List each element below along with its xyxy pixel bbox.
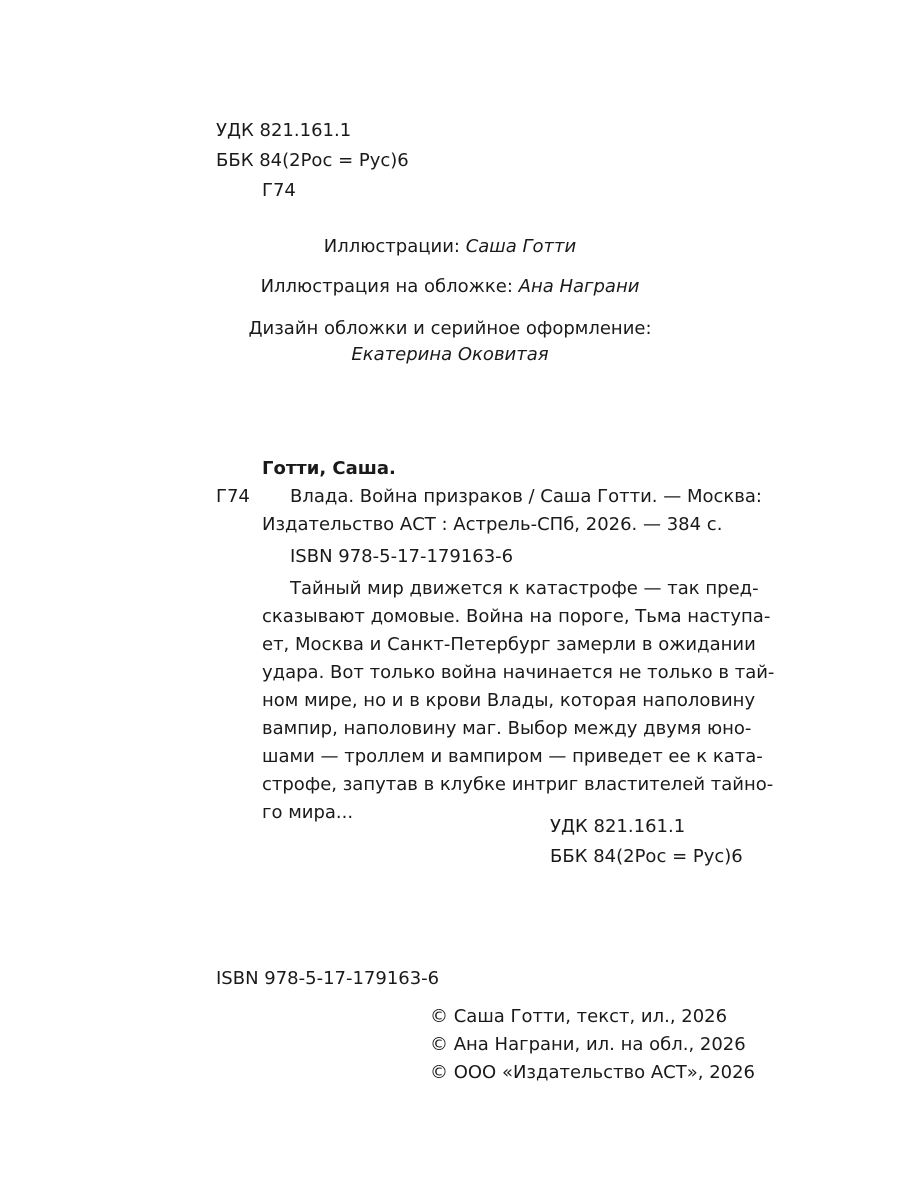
annotation-line: го мира... [262,802,354,823]
credit-cover-label: Иллюстрация на обложке: [260,276,519,297]
annotation-line: ет, Москва и Санкт-Петербург замерли в ожидании [262,634,756,655]
credit-design-name: Екатерина Оковитая [351,344,549,365]
annotation-line: строфе, запутав в клубке интриг властителей тайно- [262,774,774,795]
annotation-line: Тайный мир движется к катастрофе — так пред- [290,578,759,599]
copyright-line: © Ана Награни, ил. на обл., 2026 [430,1034,746,1055]
udk-top: УДК 821.161.1 [216,120,352,141]
author-mark-top: Г74 [262,180,296,201]
annotation-line: ном мире, но и в крови Влады, которая наполовину [262,690,756,711]
copyright-line: © Саша Готти, текст, ил., 2026 [430,1006,728,1027]
credit-illustrations-label: Иллюстрации: [323,236,466,257]
annotation-line: сказывают домовые. Война на пороге, Тьма наступа- [262,606,771,627]
title-line-2: Издательство АСТ : Астрель-СПб, 2026. — 384 с. [262,514,723,535]
annotation-line: вампир, наполовину маг. Выбор между двумя юно- [262,718,752,739]
bbk-top: ББК 84(2Рос = Рус)6 [216,150,409,171]
udk-bottom: УДК 821.161.1 [550,816,686,837]
annotation-line: шами — троллем и вампиром — приведет ее к ката- [262,746,763,767]
annotation-line: удара. Вот только война начинается не только в тай- [262,662,775,683]
title-line-1: Влада. Война призраков / Саша Готти. — Москва: [290,486,762,507]
isbn-record: ISBN 978-5-17-179163-6 [290,546,514,567]
author-mark: Г74 [216,486,250,507]
credit-illustrations [0,234,900,260]
credit-illustrations-name: Саша Готти [465,236,577,257]
bbk-bottom: ББК 84(2Рос = Рус)6 [550,846,743,867]
credit-cover-name: Ана Награни [518,276,640,297]
credit-cover [0,274,900,300]
copyright-line: © ООО «Издательство АСТ», 2026 [430,1062,756,1083]
author-heading: Готти, Саша. [262,458,396,479]
credit-design-label: Дизайн обложки и серийное оформление: [248,318,652,339]
isbn-footer: ISBN 978-5-17-179163-6 [216,968,440,989]
